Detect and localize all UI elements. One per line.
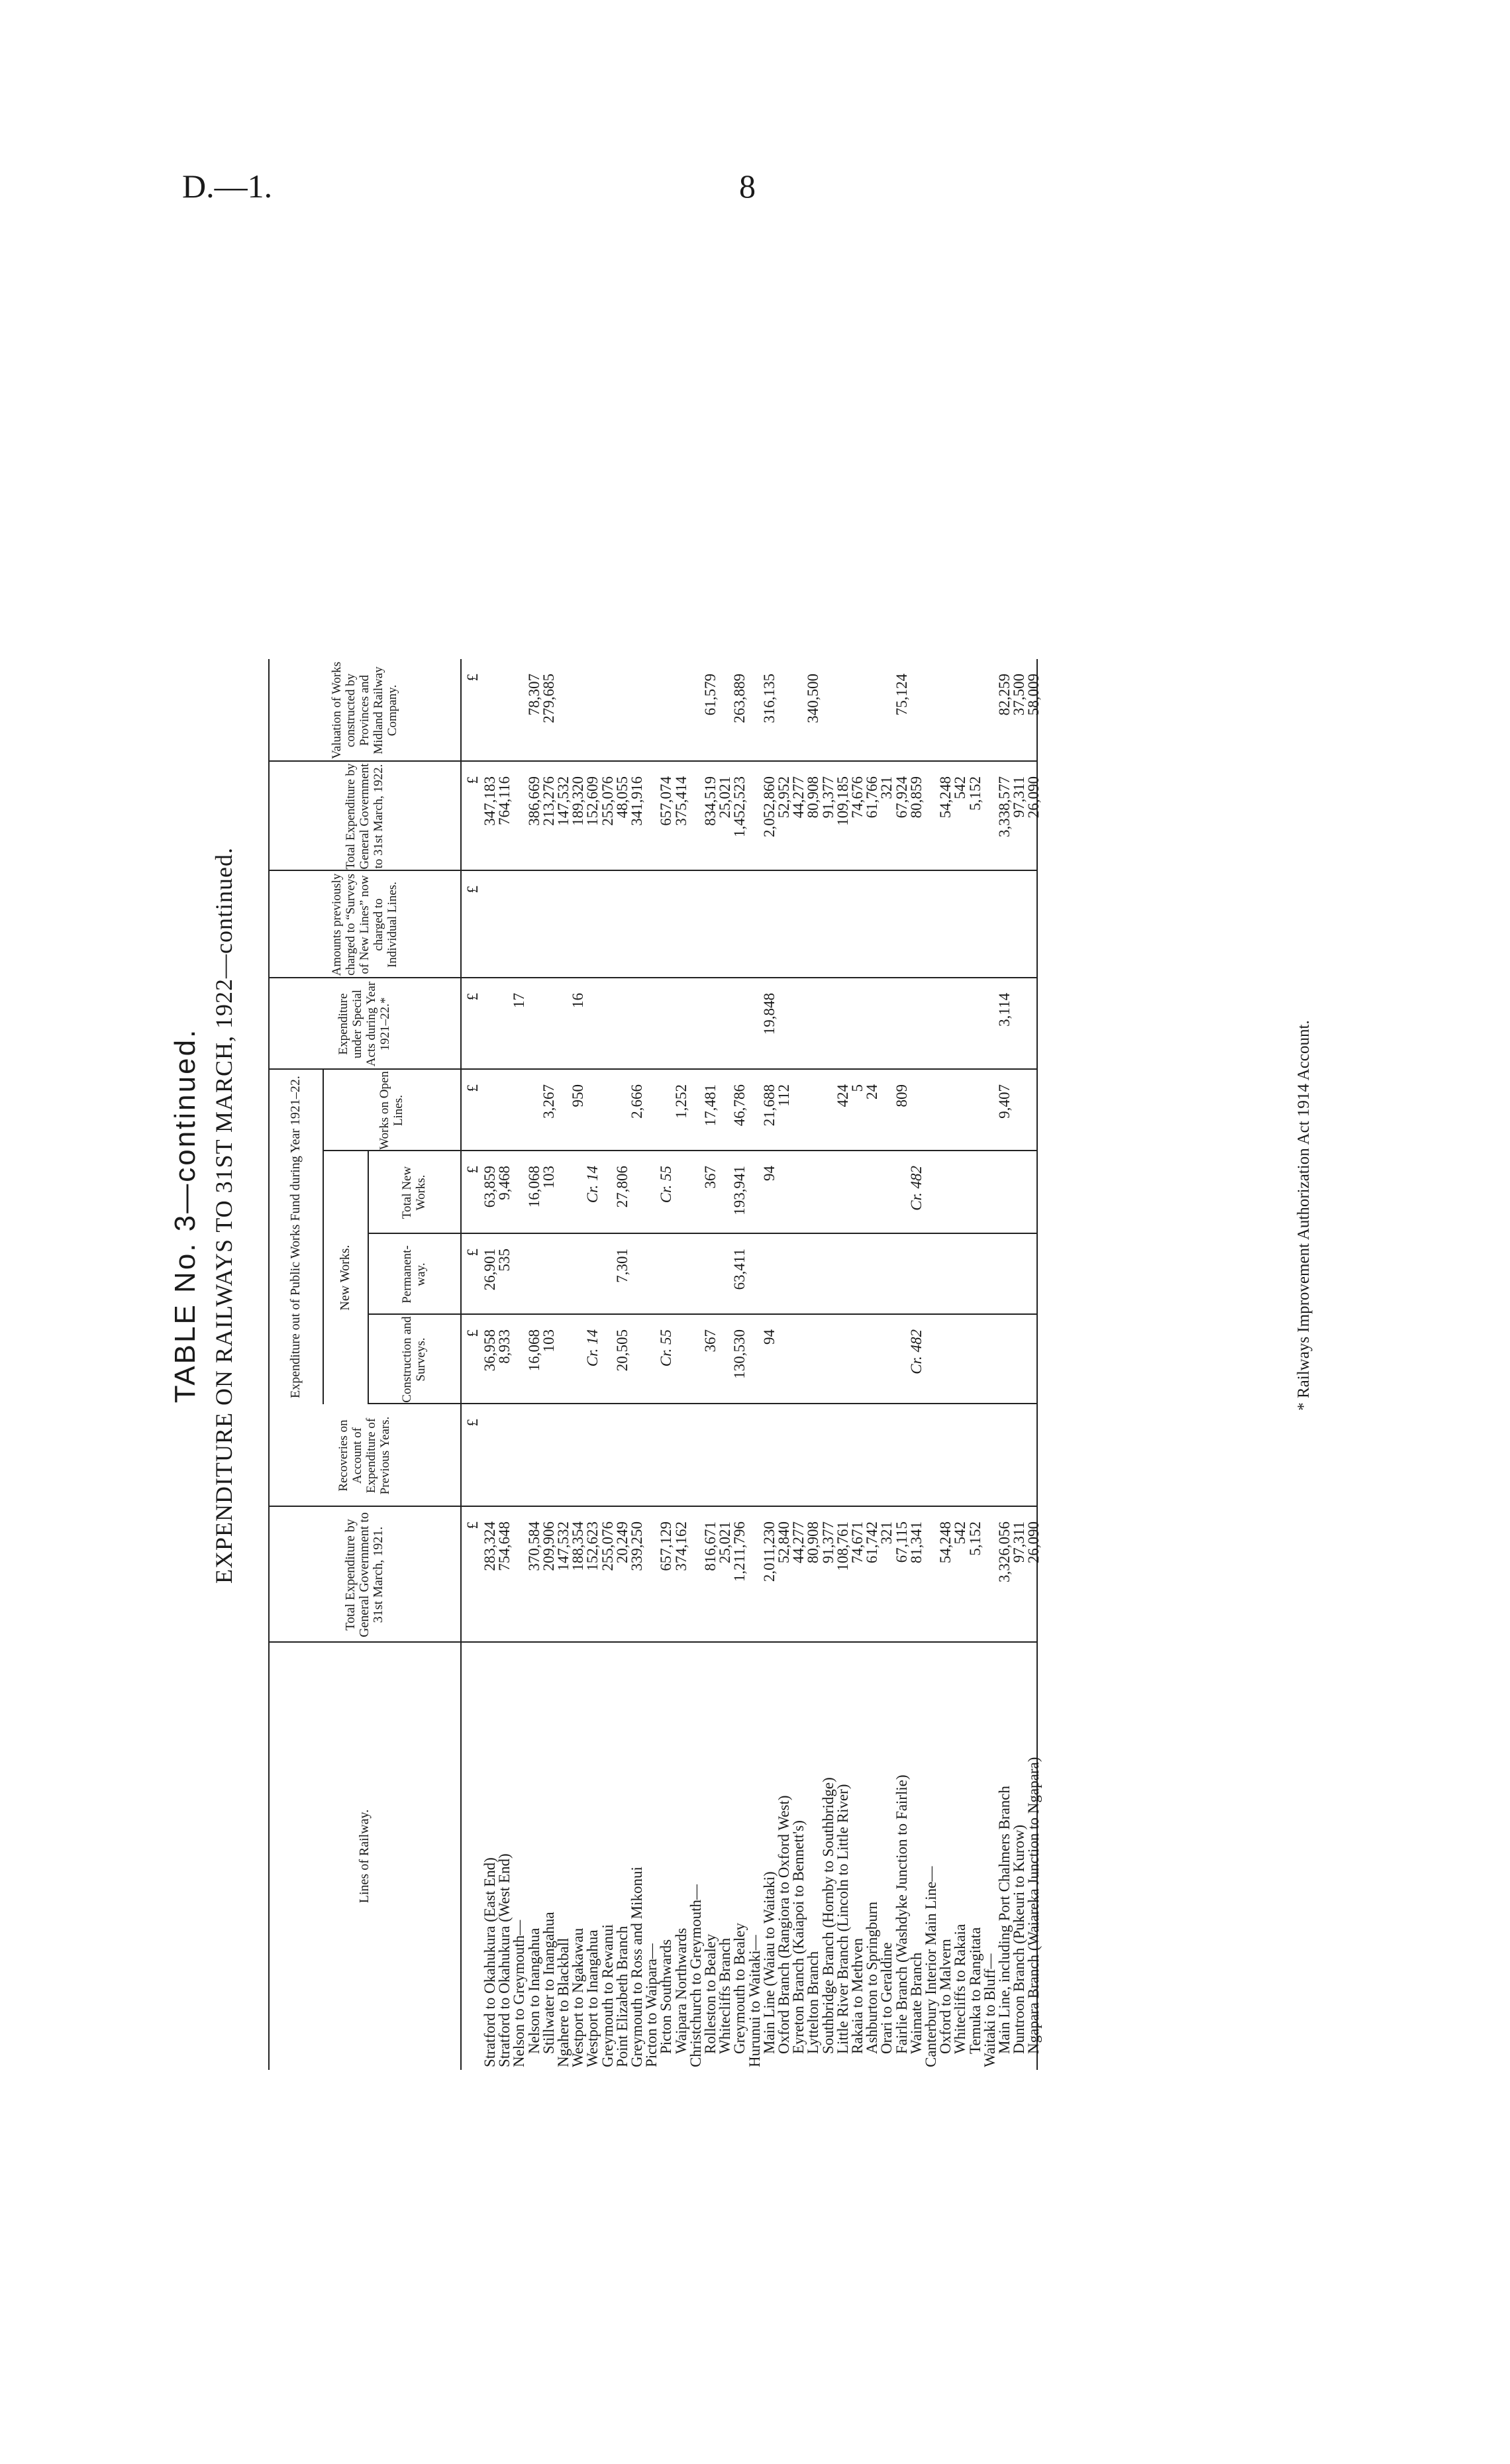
table-cell: 54,248	[937, 776, 954, 819]
table-cell: 26,090	[1025, 1521, 1042, 1564]
header-permanent-way: Permanent-way.	[400, 1245, 428, 1304]
row-label: Greymouth to Bealey	[731, 1922, 748, 2054]
table-cell: 2,666	[629, 1084, 645, 1119]
table-cell: 340,500	[805, 674, 822, 723]
pound-sign: £	[464, 776, 481, 784]
pound-sign: £	[464, 886, 481, 894]
table-cell: Cr. 55	[658, 1329, 675, 1367]
table-cell: Cr. 482	[907, 1329, 925, 1374]
row-label: Southbridge Branch (Hornby to Southbridge)	[819, 1777, 836, 2054]
table-cell: 754,648	[496, 1521, 513, 1571]
table-cell: Cr. 14	[584, 1329, 601, 1367]
row-label: Christchurch to Greymouth—	[687, 1884, 704, 2067]
table-cell: 7,301	[613, 1249, 630, 1283]
row-label: Stratford to Okahukura (West End)	[496, 1853, 513, 2067]
table-cell: 147,532	[555, 776, 572, 826]
row-label: Nelson to Greymouth—	[511, 1920, 528, 2067]
table-cell: 67,115	[893, 1521, 910, 1563]
table-cell: 347,183	[481, 776, 498, 826]
row-label: Whitecliffs Branch	[717, 1937, 734, 2054]
row-label: Duntroon Branch (Pukeuri to Kurow)	[1011, 1824, 1028, 2054]
header-surveys: Amounts previously charged to “Surveys of New Lines” now charged to Individual Lines.	[329, 873, 399, 976]
table-cell: 52,952	[776, 776, 792, 819]
header-total-1921: Total Expenditure by General Government to 31st March, 1921.	[342, 1512, 385, 1637]
page-reference: D.—1.	[182, 168, 273, 205]
row-label: Picton to Waipara—	[643, 1943, 660, 2067]
table-cell: 16,068	[525, 1166, 542, 1208]
row-label: Orari to Geraldine	[878, 1942, 895, 2054]
row-label: Westport to Ngakawau	[570, 1927, 587, 2067]
table-cell: 8,933	[496, 1329, 513, 1364]
table-cell: 339,250	[629, 1521, 645, 1571]
table-cell: 94	[760, 1329, 778, 1345]
table-cell: 97,311	[1011, 776, 1028, 818]
header-pwf-group: Expenditure out of Public Works Fund during Year 1921–22.	[287, 1076, 303, 1398]
table-cell: 26,901	[481, 1249, 498, 1291]
pound-sign: £	[464, 1249, 481, 1257]
table-cell: 9,407	[996, 1084, 1013, 1119]
table-cell: 16,068	[525, 1329, 542, 1372]
row-label: Eyreton Branch (Kaiapoi to Bennett's)	[790, 1820, 807, 2054]
table-cell: 61,742	[864, 1521, 881, 1564]
table-cell: 80,908	[805, 1521, 822, 1564]
table-cell: 1,452,523	[731, 776, 748, 837]
table-cell: 321	[878, 1521, 895, 1545]
table-cell: 5	[849, 1084, 866, 1092]
page-number: 8	[739, 168, 756, 205]
row-label: Waimate Branch	[907, 1952, 925, 2054]
table-cell: 3,114	[996, 993, 1013, 1027]
table-cell: 16	[570, 993, 587, 1008]
table-cell: 24	[864, 1084, 881, 1100]
table-cell: 54,248	[937, 1521, 954, 1564]
rotated-table-container	[169, 361, 1361, 2070]
table-cell: 58,009	[1025, 674, 1042, 716]
row-label: Picton Southwards	[658, 1939, 675, 2054]
table-cell: 809	[893, 1084, 910, 1107]
table-cell: 17,481	[702, 1084, 719, 1127]
table-cell: 112	[776, 1084, 792, 1107]
table-cell: 535	[496, 1249, 513, 1272]
table-cell: 2,011,230	[760, 1521, 778, 1582]
table-cell: 20,505	[613, 1329, 630, 1372]
table-cell: 74,676	[849, 776, 866, 819]
row-label: Rakaia to Methven	[849, 1937, 866, 2054]
table-cell: 375,414	[672, 776, 689, 826]
row-label: Stillwater to Inangahua	[540, 1912, 557, 2054]
pound-sign: £	[464, 1166, 481, 1174]
table-cell: 764,116	[496, 776, 513, 825]
table-cell: 25,021	[717, 776, 734, 819]
table-cell: 279,685	[540, 674, 557, 723]
table-cell: 46,786	[731, 1084, 748, 1127]
table-cell: 5,152	[966, 1521, 983, 1556]
table-cell: 193,941	[731, 1166, 748, 1215]
row-label: Waitaki to Bluff—	[981, 1953, 998, 2067]
row-label: Oxford to Malvern	[937, 1939, 954, 2054]
table-cell: 834,519	[702, 776, 719, 826]
table-cell: 3,326,056	[996, 1521, 1013, 1582]
header-open-lines: Works on Open Lines.	[377, 1071, 405, 1150]
footnote: * Railways Improvement Authorization Act 1914 Account.	[1295, 1020, 1313, 1411]
table-cell: 950	[570, 1084, 587, 1107]
table-cell: 80,908	[805, 776, 822, 819]
table-cell: 63,859	[481, 1166, 498, 1208]
row-label: Main Line (Waiau to Waitaki)	[760, 1871, 778, 2054]
table-cell: 44,277	[790, 1521, 807, 1564]
pound-sign: £	[464, 993, 481, 1001]
row-label: Greymouth to Rewanui	[599, 1924, 616, 2067]
table-cell: 97,311	[1011, 1521, 1028, 1563]
table-cell: 321	[878, 776, 895, 799]
row-label: Ashburton to Springburn	[864, 1902, 881, 2054]
table-cell: 130,530	[731, 1329, 748, 1379]
table-cell: 81,341	[907, 1521, 925, 1564]
table-cell: 152,623	[584, 1521, 601, 1571]
header-new-works: New Works.	[337, 1245, 352, 1311]
table-cell: 9,468	[496, 1166, 513, 1200]
table-cell: 36,958	[481, 1329, 498, 1372]
header-total-new-works: Total New Works.	[400, 1166, 428, 1219]
table-cell: 3,338,577	[996, 776, 1013, 837]
table-cell: 188,354	[570, 1521, 587, 1571]
table-cell: 61,579	[702, 674, 719, 716]
table-cell: 94	[760, 1166, 778, 1181]
row-label: Oxford Branch (Rangiora to Oxford West)	[776, 1795, 792, 2054]
pound-sign: £	[464, 674, 481, 682]
table-cell: 75,124	[893, 674, 910, 716]
table-cell: 283,324	[481, 1521, 498, 1571]
table-cell: 82,259	[996, 674, 1013, 716]
row-label: Westport to Inangahua	[584, 1929, 601, 2067]
table-cell: 213,276	[540, 776, 557, 826]
table-cell: 103	[540, 1166, 557, 1189]
pound-sign: £	[464, 1329, 481, 1337]
header-recoveries: Recoveries on Account of Expenditure of Previous Years.	[336, 1416, 392, 1495]
row-label: Waipara Northwards	[672, 1927, 689, 2054]
table-cell: 20,249	[613, 1521, 630, 1564]
table-cell: 374,162	[672, 1521, 689, 1571]
table-cell: 1,252	[672, 1084, 689, 1119]
row-label: Canterbury Interior Main Line—	[923, 1866, 939, 2067]
row-label: Rolleston to Bealey	[702, 1933, 719, 2054]
header-total-1922: Total Expenditure by General Government to 31st March, 1922.	[343, 763, 385, 870]
row-label: Greymouth to Ross and Mikonui	[629, 1867, 645, 2067]
table-cell: 370,584	[525, 1521, 542, 1571]
row-label: Lyttelton Branch	[805, 1951, 822, 2054]
row-label: Fairlie Branch (Washdyke Junction to Fairlie)	[893, 1774, 910, 2054]
table-cell: 74,671	[849, 1521, 866, 1564]
table-cell: 26,090	[1025, 776, 1042, 819]
table-title: TABLE No. 3—continued.	[169, 1027, 201, 1404]
table-cell: 255,076	[599, 1521, 616, 1571]
table-cell: 80,859	[907, 776, 925, 819]
table-cell: 209,906	[540, 1521, 557, 1571]
row-label: Temuka to Rangitata	[966, 1927, 983, 2054]
table-cell: 2,052,860	[760, 776, 778, 837]
table-subtitle: EXPENDITURE ON RAILWAYS TO 31ST MARCH, 1922—continued.	[211, 847, 237, 1584]
header-special-acts: Expenditure under Special Acts during Year 1921–22.*	[336, 981, 392, 1067]
table-cell: 657,129	[658, 1521, 675, 1571]
table-cell: 367	[702, 1166, 719, 1189]
table-cell: 341,916	[629, 776, 645, 826]
table-cell: 367	[702, 1329, 719, 1353]
table-cell: 61,766	[864, 776, 881, 819]
header-valuation: Valuation of Works constructed by Provinces and Midland Railway Company.	[329, 662, 399, 759]
table-cell: 67,924	[893, 776, 910, 819]
row-label: Hurunui to Waitaki—	[746, 1935, 763, 2067]
table-cell: 1,211,796	[731, 1521, 748, 1582]
table-cell: 657,074	[658, 776, 675, 826]
table-cell: 63,411	[731, 1249, 748, 1290]
table-cell: 17	[511, 993, 528, 1008]
table-cell: 21,688	[760, 1084, 778, 1127]
table-cell: 78,307	[525, 674, 542, 716]
header-lines-of-railway: Lines of Railway.	[356, 1809, 372, 1904]
table-cell: 91,377	[819, 776, 836, 819]
table-cell: 27,806	[613, 1166, 630, 1208]
table-cell: 52,840	[776, 1521, 792, 1564]
table-cell: 816,671	[702, 1521, 719, 1571]
row-label: Little River Branch (Lincoln to Little River)	[834, 1784, 851, 2054]
table-cell: 542	[952, 1521, 969, 1545]
row-label: Point Elizabeth Branch	[613, 1925, 630, 2067]
table-cell: 255,076	[599, 776, 616, 826]
row-label: Ngahere to Blackball	[555, 1937, 572, 2067]
table-cell: 5,152	[966, 776, 983, 811]
table-cell: Cr. 482	[907, 1166, 925, 1211]
table-cell: 316,135	[760, 674, 778, 723]
table-cell: 189,320	[570, 776, 587, 826]
table-cell: 91,377	[819, 1521, 836, 1564]
table-cell: 152,609	[584, 776, 601, 826]
pound-sign: £	[464, 1419, 481, 1427]
pound-sign: £	[464, 1521, 481, 1529]
table-cell: 147,532	[555, 1521, 572, 1571]
table-cell: 386,669	[525, 776, 542, 826]
table-cell: 263,889	[731, 674, 748, 723]
table-cell: 424	[834, 1084, 851, 1107]
table-cell: 37,500	[1011, 674, 1028, 716]
table-cell: 108,761	[834, 1521, 851, 1571]
row-label: Ngapara Branch (Waiareka Junction to Ngapara)	[1025, 1757, 1042, 2054]
row-label: Whitecliffs to Rakaia	[952, 1924, 969, 2054]
table-cell: 3,267	[540, 1084, 557, 1119]
table-cell: 109,185	[834, 776, 851, 826]
table-cell: 44,277	[790, 776, 807, 819]
header-construction: Construction and Surveys.	[400, 1316, 428, 1403]
table-cell: 19,848	[760, 993, 778, 1035]
row-label: Stratford to Okahukura (East End)	[481, 1857, 498, 2067]
pound-sign: £	[464, 1084, 481, 1092]
table-cell: Cr. 14	[584, 1166, 601, 1204]
row-label: Nelson to Inangahua	[525, 1927, 542, 2054]
table-cell: 48,055	[613, 776, 630, 819]
row-label: Main Line, including Port Chalmers Branch	[996, 1786, 1013, 2054]
table-cell: 25,021	[717, 1521, 734, 1564]
table-cell: 542	[952, 776, 969, 799]
table-cell: Cr. 55	[658, 1166, 675, 1204]
table-cell: 103	[540, 1329, 557, 1353]
